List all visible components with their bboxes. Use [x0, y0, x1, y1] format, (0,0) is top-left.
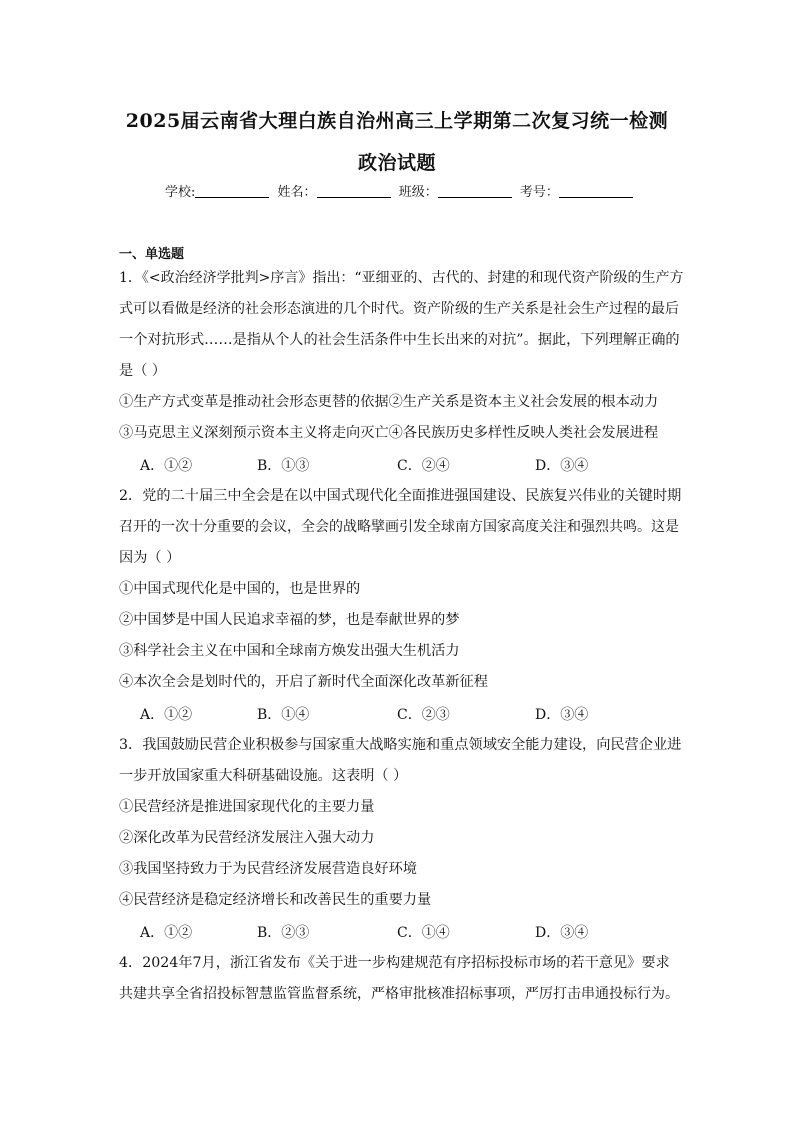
question-2-statement: ②中国梦是中国人民追求幸福的梦，也是奉献世界的梦 — [119, 612, 460, 628]
exam-subtitle: 政治试题 — [357, 152, 436, 174]
question-1-line: 式可以看做是经济的社会形态演进的几个时代。资产阶级的生产关系是社会生产过程的最后 — [119, 301, 679, 317]
question-1-line: 一个对抗形式……是指从个人的社会生活条件中生长出来的对抗”。据此，下列理解正确的 — [119, 332, 680, 348]
name-blank[interactable] — [317, 185, 391, 198]
question-1-line: 是（ ） — [119, 363, 167, 379]
question-2-statement: ①中国式现代化是中国的，也是世界的 — [119, 581, 361, 597]
question-2-line: 因为（ ） — [119, 550, 181, 566]
question-4-line: 4．2024年7月，浙江省发布《关于进一步构建规范有序招标投标市场的若干意见》要求 — [119, 955, 670, 971]
name-label: 姓名： — [277, 185, 317, 200]
class-blank[interactable] — [438, 185, 512, 198]
school-blank[interactable] — [195, 185, 269, 198]
class-label: 班级： — [398, 185, 438, 200]
option-b[interactable]: B．①③ — [257, 458, 310, 474]
question-3-line: 一步开放国家重大科研基础设施。这表明（ ） — [119, 768, 408, 784]
question-3-statement: ①民营经济是推进国家现代化的主要力量 — [119, 799, 375, 815]
question-1-statement: ③马克思主义深刻预示资本主义将走向灭亡④各民族历史多样性反映人类社会发展进程 — [119, 425, 659, 441]
option-b[interactable]: B．②③ — [257, 925, 310, 941]
option-a[interactable]: A．①② — [140, 707, 193, 723]
question-3-statement: ②深化改革为民营经济发展注入强大动力 — [119, 830, 375, 846]
exam-title: 2025届云南省大理白族自治州高三上学期第二次复习统一检测 — [125, 110, 669, 132]
question-1-statement: ①生产方式变革是推动社会形态更替的依据②生产关系是资本主义社会发展的根本动力 — [119, 394, 659, 410]
option-b[interactable]: B．①④ — [257, 707, 310, 723]
question-2-line: 2．党的二十届三中全会是在以中国式现代化全面推进强国建设、民族复兴伟业的关键时期 — [119, 488, 682, 504]
option-c[interactable]: C．②④ — [397, 458, 450, 474]
option-c[interactable]: C．①④ — [397, 925, 450, 941]
question-2-statement: ③科学社会主义在中国和全球南方焕发出强大生机活力 — [119, 643, 460, 659]
option-d[interactable]: D．③④ — [535, 925, 589, 941]
option-c[interactable]: C．②③ — [397, 707, 450, 723]
exam-number-label: 考号： — [519, 185, 559, 200]
section-heading: 一、单选题 — [119, 247, 185, 262]
option-a[interactable]: A．①② — [140, 925, 193, 941]
question-3-statement: ③我国坚持致力于为民营经济发展营造良好环境 — [119, 861, 417, 877]
option-a[interactable]: A．①② — [140, 458, 193, 474]
school-label: 学校: — [165, 185, 196, 200]
option-d[interactable]: D．③④ — [535, 707, 589, 723]
question-3-line: 3．我国鼓励民营企业积极参与国家重大战略实施和重点领域安全能力建设，向民营企业进 — [119, 737, 682, 753]
question-2-line: 召开的一次十分重要的会议，全会的战略擘画引发全球南方国家高度关注和强烈共鸣。这是 — [119, 519, 679, 535]
question-2-statement: ④本次全会是划时代的，开启了新时代全面深化改革新征程 — [119, 674, 488, 690]
question-3-statement: ④民营经济是稳定经济增长和改善民生的重要力量 — [119, 892, 432, 908]
student-info-row — [165, 181, 637, 200]
question-4-line: 共建共享全省招投标智慧监管监督系统，严格审批核准招标事项，严厉打击串通投标行为。 — [119, 986, 679, 1002]
question-1-line: 1．《<政治经济学批判>序言》指出：“亚细亚的、古代的、封建的和现代资产阶级的生产方 — [119, 270, 684, 286]
option-d[interactable]: D．③④ — [535, 458, 589, 474]
exam-number-blank[interactable] — [559, 185, 633, 198]
